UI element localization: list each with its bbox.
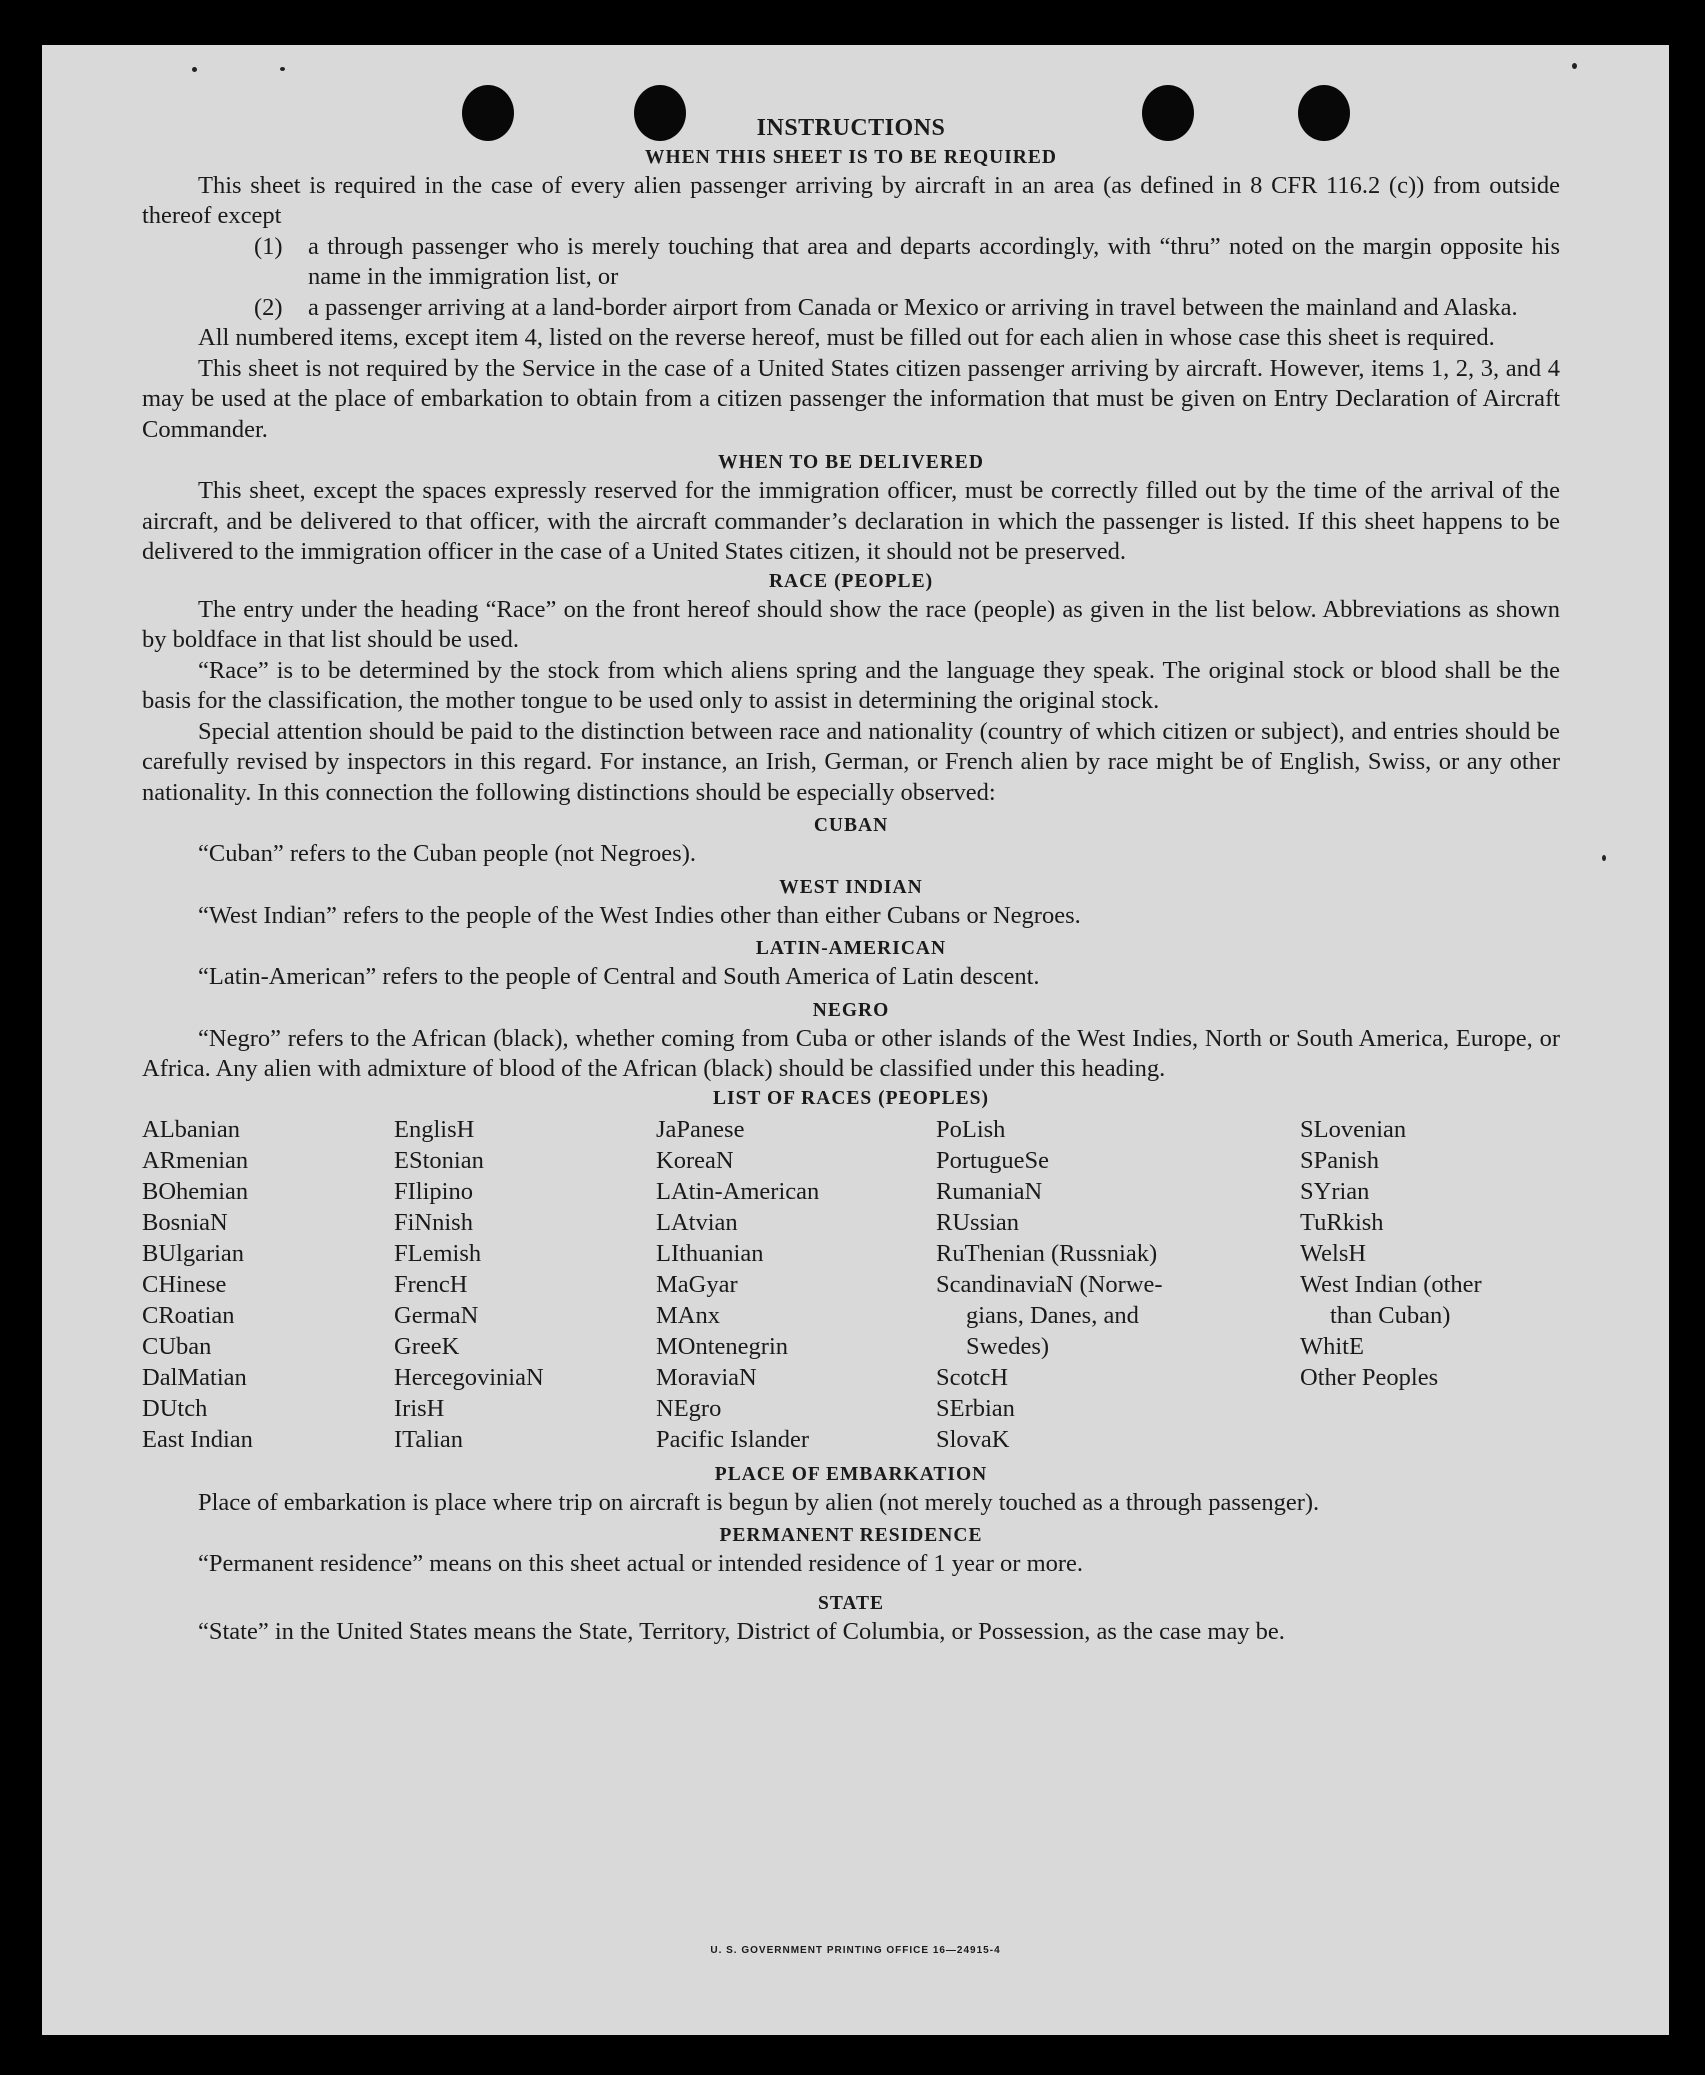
race-item: MoraviaN <box>656 1363 757 1391</box>
race-column <box>1300 1114 1560 1455</box>
race-item: RUssian <box>936 1208 1020 1236</box>
paragraph: This sheet, except the spaces expressly reserved for the immigration officer, must be correctly filled out by the time of the arrival of the aircraft, and be delivered to that officer, with the aircraft commander’s declaration in which the passenger is listed. If this sheet happens to be delivered to the immigration officer in the case of a United States citizen, it should not be preserved. <box>142 477 1560 565</box>
section-heading: RACE (PEOPLE) <box>768 570 934 592</box>
race-item: PoLish <box>936 1115 1006 1143</box>
race-item: JaPanese <box>656 1115 745 1143</box>
race-item: CUban <box>142 1332 212 1360</box>
race-item: MAnx <box>656 1301 720 1329</box>
race-item: Pacific Islander <box>656 1425 810 1453</box>
paragraph: “Cuban” refers to the Cuban people (not Negroes). <box>198 840 696 867</box>
race-item: ScandinaviaN (Norwe- gians, Danes, and Swedes) <box>936 1270 1163 1360</box>
race-item: ScotcH <box>936 1363 1009 1391</box>
race-item: SPanish <box>1300 1146 1379 1174</box>
section-heading: STATE <box>817 1592 885 1614</box>
race-item: BUlgarian <box>142 1239 245 1267</box>
race-item: FrencH <box>394 1270 468 1298</box>
race-item: ITalian <box>394 1425 464 1453</box>
race-item: CHinese <box>142 1270 227 1298</box>
race-item: MOntenegrin <box>656 1332 788 1360</box>
race-item: EStonian <box>394 1146 484 1174</box>
section-heading: PERMANENT RESIDENCE <box>719 1525 983 1546</box>
race-item: GreeK <box>394 1332 460 1360</box>
page-title: INSTRUCTIONS <box>756 115 946 141</box>
document-page <box>42 45 1669 2035</box>
paragraph: The entry under the heading “Race” on the front hereof should show the race (people) as given in the list below. Abbreviations as shown by boldface in that list should be used. <box>142 595 1560 653</box>
race-item: East Indian <box>142 1425 253 1453</box>
section-heading: LIST OF RACES (PEOPLES) <box>712 1087 989 1109</box>
race-item: LAtvian <box>656 1208 738 1236</box>
paragraph: This sheet is required in the case of every alien passenger arriving by aircraft in an area (as defined in 8 CFR 116.2 (c)) from outside thereof except <box>142 171 1560 229</box>
paragraph: “Race” is to be determined by the stock from which aliens spring and the language they speak. The original stock or blood shall be the basis for the classification, the mother tongue to be used only to assist in determining the original stock. <box>142 656 1560 714</box>
race-item: HercegoviniaN <box>394 1363 544 1391</box>
race-column <box>656 1114 936 1455</box>
race-item: PortugueSe <box>936 1146 1049 1174</box>
race-item: Other Peoples <box>1300 1363 1439 1391</box>
race-item: BOhemian <box>142 1177 249 1205</box>
race-item: IrisH <box>394 1394 445 1422</box>
race-item: FLemish <box>394 1239 482 1267</box>
race-item: CRoatian <box>142 1301 235 1329</box>
paragraph: “Latin-American” refers to the people of Central and South America of Latin descent. <box>198 963 1040 990</box>
paragraph: “Negro” refers to the African (black), whether coming from Cuba or other islands of the West Indies, North or South America, Europe, or Africa. Any alien with admixture of blood of the African (black) should be classified under this heading. <box>142 1024 1560 1082</box>
section-heading: WHEN THIS SHEET IS TO BE REQUIRED <box>645 146 1057 168</box>
section-heading: NEGRO <box>812 999 890 1021</box>
paragraph: “West Indian” refers to the people of the West Indies other than either Cubans or Negroes. <box>198 901 1081 929</box>
printer-footer: U. S. GOVERNMENT PRINTING OFFICE 16—24915-4 <box>710 1945 1001 1956</box>
race-item: KoreaN <box>656 1146 734 1174</box>
race-item: BosniaN <box>142 1208 228 1236</box>
list-item: (1) a through passenger who is merely touching that area and departs accordingly, with “thru” noted on the margin opposite his name in the immigration list, or <box>254 232 1560 290</box>
race-item: LAtin-American <box>656 1177 820 1205</box>
race-column <box>142 1114 394 1455</box>
race-item: DUtch <box>142 1394 208 1422</box>
section-heading: WEST INDIAN <box>779 876 923 898</box>
race-column <box>394 1114 656 1455</box>
paragraph: Special attention should be paid to the distinction between race and nationality (country of which citizen or subject), and entries should be carefully revised by inspectors in this regard. For instance, an Irish, German, or French alien by race might be of English, Swiss, or any other nationality. In this connection the following distinctions should be especially observed: <box>142 717 1560 806</box>
race-item: FiNnish <box>394 1208 473 1236</box>
section-heading: CUBAN <box>813 815 889 836</box>
race-item: WhitE <box>1300 1332 1364 1360</box>
race-item: NEgro <box>656 1394 722 1422</box>
race-item: RuThenian (Russniak) <box>936 1239 1158 1267</box>
list-item: (2) a passenger arriving at a land-border airport from Canada or Mexico or arriving in travel between the mainland and Alaska. <box>254 293 1518 321</box>
race-item: DalMatian <box>142 1363 247 1391</box>
race-item: WelsH <box>1300 1239 1367 1267</box>
instructions-content <box>142 113 1560 1647</box>
race-item: LIthuanian <box>656 1239 764 1267</box>
race-item: SLovenian <box>1300 1115 1407 1143</box>
race-item: ARmenian <box>142 1146 249 1174</box>
section-heading: WHEN TO BE DELIVERED <box>718 452 984 473</box>
race-item: ALbanian <box>142 1115 240 1143</box>
race-item: SErbian <box>936 1394 1015 1422</box>
race-item: EnglisH <box>394 1115 475 1143</box>
race-item: GermaN <box>394 1301 479 1329</box>
race-item: MaGyar <box>656 1270 738 1298</box>
race-item: RumaniaN <box>936 1177 1043 1205</box>
race-item: SYrian <box>1300 1177 1370 1205</box>
paragraph: “State” in the United States means the State, Territory, District of Columbia, or Possession, as the case may be. <box>198 1617 1285 1645</box>
race-list <box>142 1114 1560 1455</box>
section-heading: LATIN-AMERICAN <box>755 938 947 959</box>
paragraph: “Permanent residence” means on this sheet actual or intended residence of 1 year or more. <box>198 1550 1084 1577</box>
paragraph: This sheet is not required by the Service in the case of a United States citizen passenger arriving by aircraft. However, items 1, 2, 3, and 4 may be used at the place of embarkation to obtain from a citizen passenger the information that must be given on Entry Declaration of Aircraft Commander. <box>142 354 1560 443</box>
race-item: FIlipino <box>394 1177 473 1205</box>
race-item: SlovaK <box>936 1425 1010 1453</box>
section-heading: PLACE OF EMBARKATION <box>714 1463 988 1485</box>
race-item: TuRkish <box>1300 1208 1384 1236</box>
paragraph: Place of embarkation is place where trip on aircraft is begun by alien (not merely touched as a through passenger). <box>198 1488 1320 1516</box>
race-column <box>936 1114 1300 1455</box>
race-item: West Indian (other than Cuban) <box>1300 1270 1482 1329</box>
paragraph: All numbered items, except item 4, listed on the reverse hereof, must be filled out for each alien in whose case this sheet is required. <box>198 324 1495 351</box>
